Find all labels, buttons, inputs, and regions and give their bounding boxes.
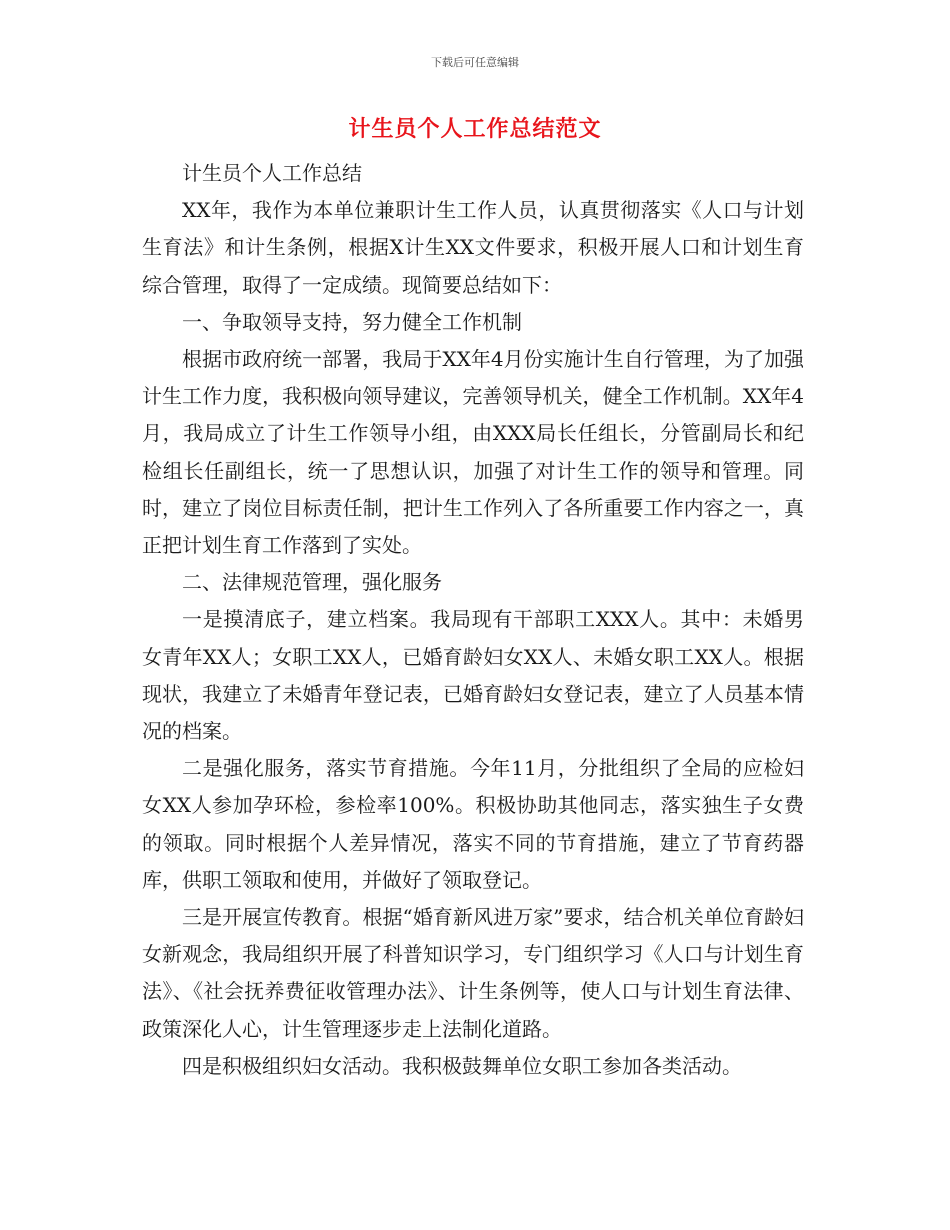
paragraph-item-1: 一是摸清底子，建立档案。我局现有干部职工XXX人。其中：未婚男女青年XX人；女职工XX人，已婚育龄妇女XX人、未婚女职工XX人。根据现状，我建立了未婚青年登记表，已婚育龄妇女登记表，建立了人员基本情况的档案。 xyxy=(142,607,804,744)
paragraph-item-2: 二是强化服务，落实节育措施。今年11月，分批组织了全局的应检妇女XX人参加孕环检，参检率100%。积极协助其他同志，落实独生子女费的领取。同时根据个人差异情况，落实不同的节育措施，建立了节育药器库，供职工领取和使用，并做好了领取登记。 xyxy=(142,756,804,892)
paragraph-subtitle: 计生员个人工作总结 xyxy=(182,161,362,185)
section-heading-2: 二、法律规范管理，强化服务 xyxy=(182,570,442,595)
document-body xyxy=(142,155,804,1085)
paragraph-intro: XX年，我作为本单位兼职计生工作人员，认真贯彻落实《人口与计划生育法》和计生条例，根据X计生XX文件要求，积极开展人口和计划生育综合管理，取得了一定成绩。现简要总结如下： xyxy=(142,198,804,297)
header-note: 下载后可任意编辑 xyxy=(431,56,519,69)
section-heading-1: 一、争取领导支持，努力健全工作机制 xyxy=(182,309,522,334)
document-title: 计生员个人工作总结范文 xyxy=(348,117,602,142)
paragraph-section-1: 根据市政府统一部署，我局于XX年4月份实施计生自行管理，为了加强计生工作力度，我积极向领导建议，完善领导机关，健全工作机制。XX年4月，我局成立了计生工作领导小组，由XXX局长任组长，分管副局长和纪检组长任副组长，统一了思想认识，加强了对计生工作的领导和管理。同时，建立了岗位目标责任制，把计生工作列入了各所重要工作内容之一，真正把计划生育工作落到了实处。 xyxy=(142,347,804,558)
paragraph-item-4: 四是积极组织妇女活动。我积极鼓舞单位女职工参加各类活动。 xyxy=(182,1053,742,1078)
paragraph-item-3: 三是开展宣传教育。根据“婚育新风进万家”要求，结合机关单位育龄妇女新观念，我局组织开展了科普知识学习，专门组织学习《人口与计划生育法》、《社会抚养费征收管理办法》、计生条例等，使人口与计划生育法律、政策深化人心，计生管理逐步走上法制化道路。 xyxy=(142,905,804,1041)
